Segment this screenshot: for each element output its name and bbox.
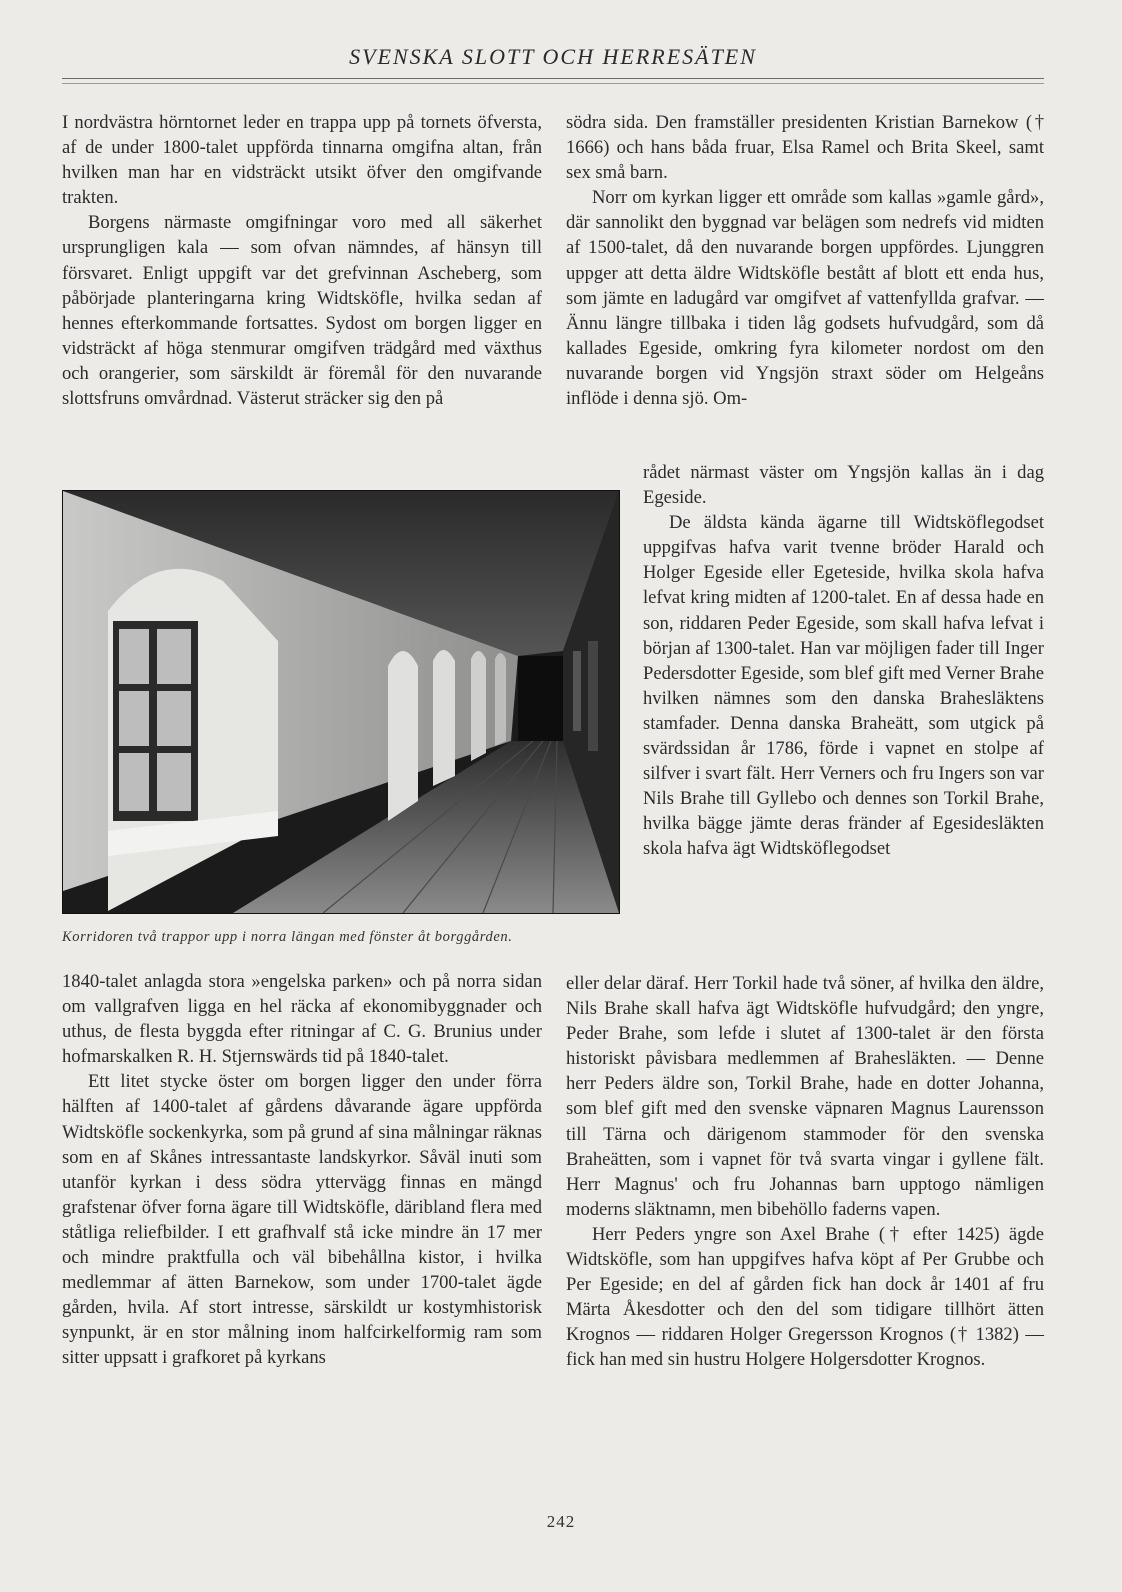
paragraph: södra sida. Den framställer presidenten Kristian Barnekow († 1666) och hans båda fruar, Elsa Ramel och Brita Skeel, samt sex små barn.: [566, 112, 1044, 184]
paragraph: Norr om kyrkan ligger ett område som kallas »gamle gård», där sannolikt den byggnad var belägen som nedrefs vid midten af 1500-talet, då den nuvarande borgen uppfördes. Ljunggren uppger att detta äldre Widtsköfle bestått af blott ett enda hus, som jämte en ladugård var omgifvet af vattenfyllda grafvar. — Ännu längre tillbaka i tiden låg godsets hufvudgård, som då kallades Egeside, omkring fyra kilometer nordost om den nuvarande borgen vid Yngsjön straxt söder om Helgeåns inflöde i denna sjö. Om-: [566, 187, 1044, 410]
header-rule-thin: [62, 83, 1044, 84]
paragraph: Ett litet stycke öster om borgen ligger den under förra hälften af 1400-talet af gårdens dåvarande ägare uppförda Widtsköfle sockenkyrka, som på grund af sina målningar räknas som en af Skånes intressantaste landskyrkor. Såväl inuti som utanför kyrkan i dess södra yttervägg finnas en mängd grafstenar öfver forna ägare till Widtsköfle, däribland flera med ståtliga reliefbilder. I ett grafhvalf stå icke mindre än 17 mer och mindre praktfulla och väl bibehållna kistor, i hvilka medlemmar af ätten Barnekow, som under 1700-talet ägde gården, hvila. Af stort intresse, särskildt ur kostymhistorisk synpunkt, är en stor målning inom halfcirkelformig ram som sitter uppsatt i grafkoret på kyrkans: [62, 1071, 542, 1369]
figure-caption: Korridoren två trappor upp i norra längan med fönster åt borggården.: [62, 929, 513, 945]
paragraph: Herr Peders yngre son Axel Brahe († efter 1425) ägde Widtsköfle, som han uppgifves hafva köpt af Per Grubbe och Per Egeside; en del af gården fick han dock år 1401 af fru Märta Åkesdotter och den del som tidigare tillhört ätten Krognos — riddaren Holger Gregersson Krognos († 1382) — fick han med sin hustru Holgere Holgersdotter Krognos.: [566, 1223, 1044, 1371]
page-number: 242: [546, 1512, 576, 1531]
paragraph: De äldsta kända ägarne till Widtsköflegodset uppgifvas hafva varit tvenne bröder Harald och Holger Egeside eller Egeteside, hvilka skola hafva lefvat kring midten af 1200-talet. En af dessa hade en son, riddaren Peder Egeside, som skall hafva lefvat i början af 1300-talet. Han var möjligen fader till Inger Pedersdotter Egeside, som blef gift med Verner Brahe hvilken nämnes som den danska Brahesläktens stamfader. Denna danska Braheätt, som utgick på svärdssidan år 1786, förde i vapnet en stolpe af silfver i svart fält. Herr Verners och fru Ingers son var Nils Brahe till Gyllebo och dennes son Torkil Brahe, hvilka bägge jämte deras fränder af Egesidesläkten skola hafva ägt Widtsköflegodset: [643, 512, 1044, 860]
paragraph: 1840-talet anlagda stora »engelska parken» och på norra sidan om vallgrafven ligga en hel räcka af ekonomibyggnader och uthus, de flesta byggda efter ritningar af C. G. Brunius under hofmarskalken R. H. Stjernswärds tid på 1840-talet.: [62, 971, 542, 1068]
left-column-bottom: [62, 969, 542, 1371]
right-column-narrow: [643, 460, 1044, 862]
paragraph: Borgens närmaste omgifningar voro med all säkerhet ursprungligen kala — som ofvan nämndes, af hänsyn till försvaret. Enligt uppgift var det grefvinnan Ascheberg, som påbörjade planteringarna kring Widtsköfle, hvilka sedan af hennes efterkommande fortsattes. Sydost om borgen ligger en vidsträckt af höga stenmurar omgifven trädgård med växthus och orangerier, som särskildt är föremål för den nuvarande slottsfruns omvårdnad. Västerut sträcker sig den på: [62, 212, 542, 410]
running-header: SVENSKA SLOTT OCH HERRESÄTEN: [349, 44, 757, 69]
paragraph: eller delar däraf. Herr Torkil hade två söner, af hvilka den äldre, Nils Brahe skall hafva ägt Widtsköfle hufvudgård; den yngre, Peder Brahe, som lefde i slutet af 1300-talet är den första historiskt påvisbara medlemmen af Brahesläkten. — Denne herr Peders äldre son, Torkil Brahe, hade en dotter Johanna, som blef gift med den svenske väpnaren Magnus Laurensson till Tärna och därigenom stammoder för den svenska Braheätten, som i vapnet för två svarta vingar i gyllene fält. Herr Magnus' och fru Johannas barn upptogo nämligen moderns släktnamn, men bibehöllo faderns vapen.: [566, 973, 1044, 1220]
right-column-top: [566, 110, 1044, 411]
left-column-top: [62, 110, 542, 411]
right-column-bottom: [566, 971, 1044, 1373]
paragraph: I nordvästra hörntornet leder en trappa upp på tornets öfversta, af de under 1800-talet uppförda tinnarna omgifna altan, från hvilken man har en vidsträckt utsikt öfver den omgifvande trakten.: [62, 112, 542, 209]
corridor-photograph: [62, 490, 620, 914]
header-rule: [62, 78, 1044, 79]
paragraph: rådet närmast väster om Yngsjön kallas än i dag Egeside.: [643, 462, 1044, 509]
